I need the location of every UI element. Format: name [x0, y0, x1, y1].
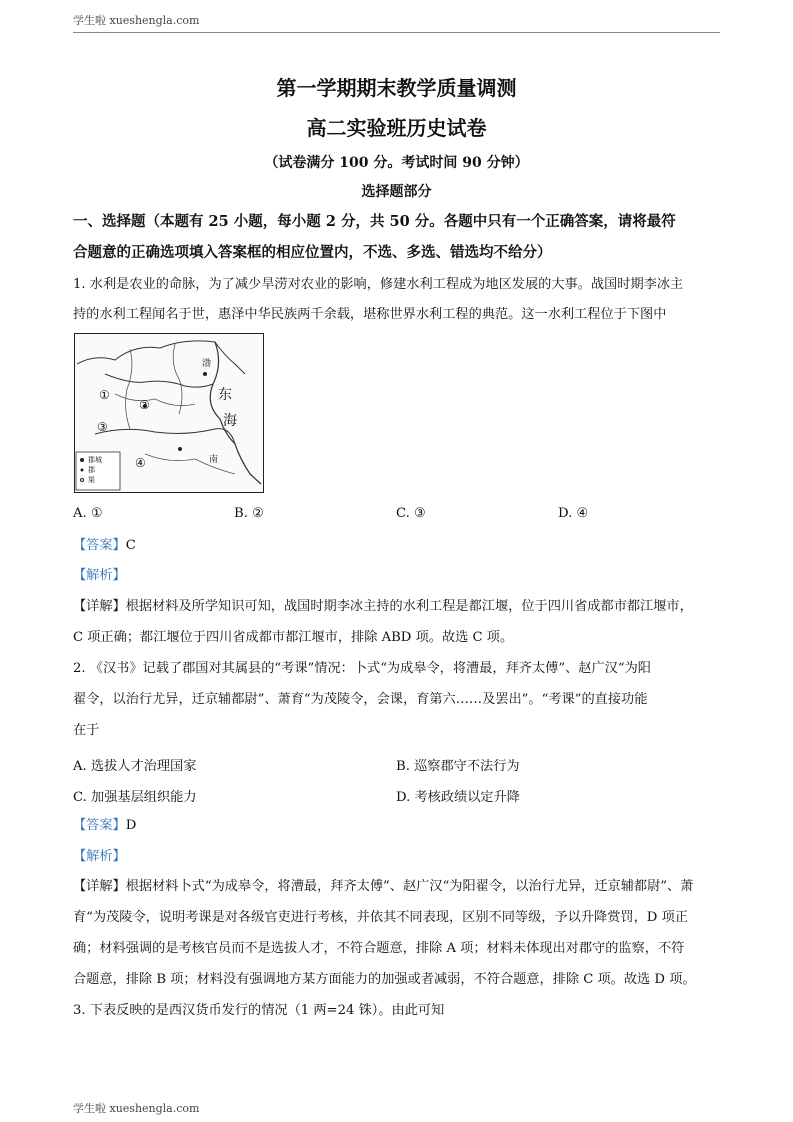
page-header: 学生啦 xueshengla.com [73, 14, 200, 27]
instructions-line-1: 一、选择题（本题有 25 小题，每小题 2 分，共 50 分。各题中只有一个正确答案，请将最符 [73, 213, 676, 230]
answer-value: C [125, 538, 136, 553]
q1-answer [73, 537, 723, 555]
q2-text-line-1: 2. 《汉书》记载了郡国对其属县的“考课”情况：卜式“为成皋令，将漕最，拜齐太傅”、赵广汉“为阳 [73, 661, 651, 676]
q1-option-d: D. ④ [558, 506, 589, 521]
answer-tag: 【答案】 [73, 818, 126, 833]
q2-detail-line-4: 合题意，排除 B 项；材料没有强调地方某方面能力的加强或者减弱，不符合题意，排除 C 项。故选 D 项。 [73, 972, 696, 987]
q1-analysis-tag: 【解析】 [73, 568, 126, 583]
answer-value: D [125, 818, 137, 833]
exam-title: 第一学期期末教学质量调测 [276, 76, 517, 100]
q2-detail-line-3: 确；材料强调的是考核官员而不是选拔人才，不符合题意，排除 A 项；材料未体现出对郡守的监察，不符 [73, 941, 685, 956]
q2-detail-line-2: 育“为茂陵令，说明考课是对各级官吏进行考核，并依其不同表现，区别不同等级，予以升降赏罚，D 项正 [73, 910, 688, 925]
map-marker-2: ② [139, 398, 150, 412]
map-label-sea: 海 [223, 413, 237, 429]
q2-text-line-2: 翟令，以治行尤异，迁京辅都尉”、萧育“为茂陵令，会课，育第六……及罢出”。“考课”的直接功能 [73, 692, 648, 707]
svg-text:南: 南 [209, 455, 219, 465]
q2-option-c: C. 加强基层组织能力 [73, 790, 197, 805]
q1-map-figure [74, 333, 264, 493]
q2-option-b: B. 巡察郡守不法行为 [396, 759, 520, 774]
q2-text-line-3: 在于 [73, 723, 100, 738]
map-marker-3: ③ [97, 420, 108, 434]
answer-tag: 【答案】 [73, 538, 126, 553]
instructions-line-2: 合题意的正确选项填入答案框的相应位置内，不选、多选、错选均不给分） [73, 244, 552, 261]
q1-detail-line-1 [73, 598, 723, 616]
q1-text-line-2: 持的水利工程闻名于世，惠泽中华民族两千余载，堪称世界水利工程的典范。这一水利工程位于下图中 [73, 307, 667, 322]
detail-text: 根据材料卜式“为成皋令，将漕最，拜齐太傅”、赵广汉“为阳翟令，以治行尤异，迁京辅都尉”、萧 [125, 879, 694, 894]
q1-text-line-1: 1. 水利是农业的命脉，为了减少旱涝对农业的影响，修建水利工程成为地区发展的大事。战国时期李冰主 [73, 277, 684, 292]
exam-time-note: （试卷满分 100 分。考试时间 90 分钟） [264, 155, 529, 171]
legend-commandery: 郡 [88, 466, 95, 474]
q2-option-a: A. 选拔人才治理国家 [73, 759, 197, 774]
q2-analysis-tag: 【解析】 [73, 849, 126, 864]
q3-text-line-1: 3. 下表反映的是西汉货币发行的情况（1 两=24 铢）。由此可知 [73, 1003, 445, 1018]
header-divider [73, 32, 720, 33]
q1-option-a: A. ① [73, 506, 103, 521]
exam-subject-title: 高二实验班历史试卷 [306, 116, 487, 140]
q2-answer [73, 817, 723, 835]
map-marker-4: ④ [135, 456, 146, 470]
map-label-east: 东 [218, 387, 232, 403]
detail-tag: 【详解】 [73, 599, 126, 614]
map-marker-1: ① [99, 388, 110, 402]
legend-canal: 渠 [88, 476, 95, 484]
page-footer: 学生啦 xueshengla.com [73, 1102, 200, 1115]
q2-option-d: D. 考核政绩以定升降 [396, 790, 520, 805]
q2-detail-line-1 [73, 878, 723, 896]
q1-detail-line-2: C 项正确；都江堰位于四川省成都市都江堰市，排除 ABD 项。故选 C 项。 [73, 630, 514, 645]
section-heading: 选择题部分 [361, 184, 432, 200]
svg-text:渤: 渤 [202, 359, 212, 369]
legend-commandery-city: 郡城 [88, 456, 102, 464]
q1-option-b: B. ② [234, 506, 264, 521]
detail-tag: 【详解】 [73, 879, 126, 894]
detail-text: 根据材料及所学知识可知，战国时期李冰主持的水利工程是都江堰，位于四川省成都市都江堰市， [125, 599, 693, 614]
q1-option-c: C. ③ [396, 506, 426, 521]
